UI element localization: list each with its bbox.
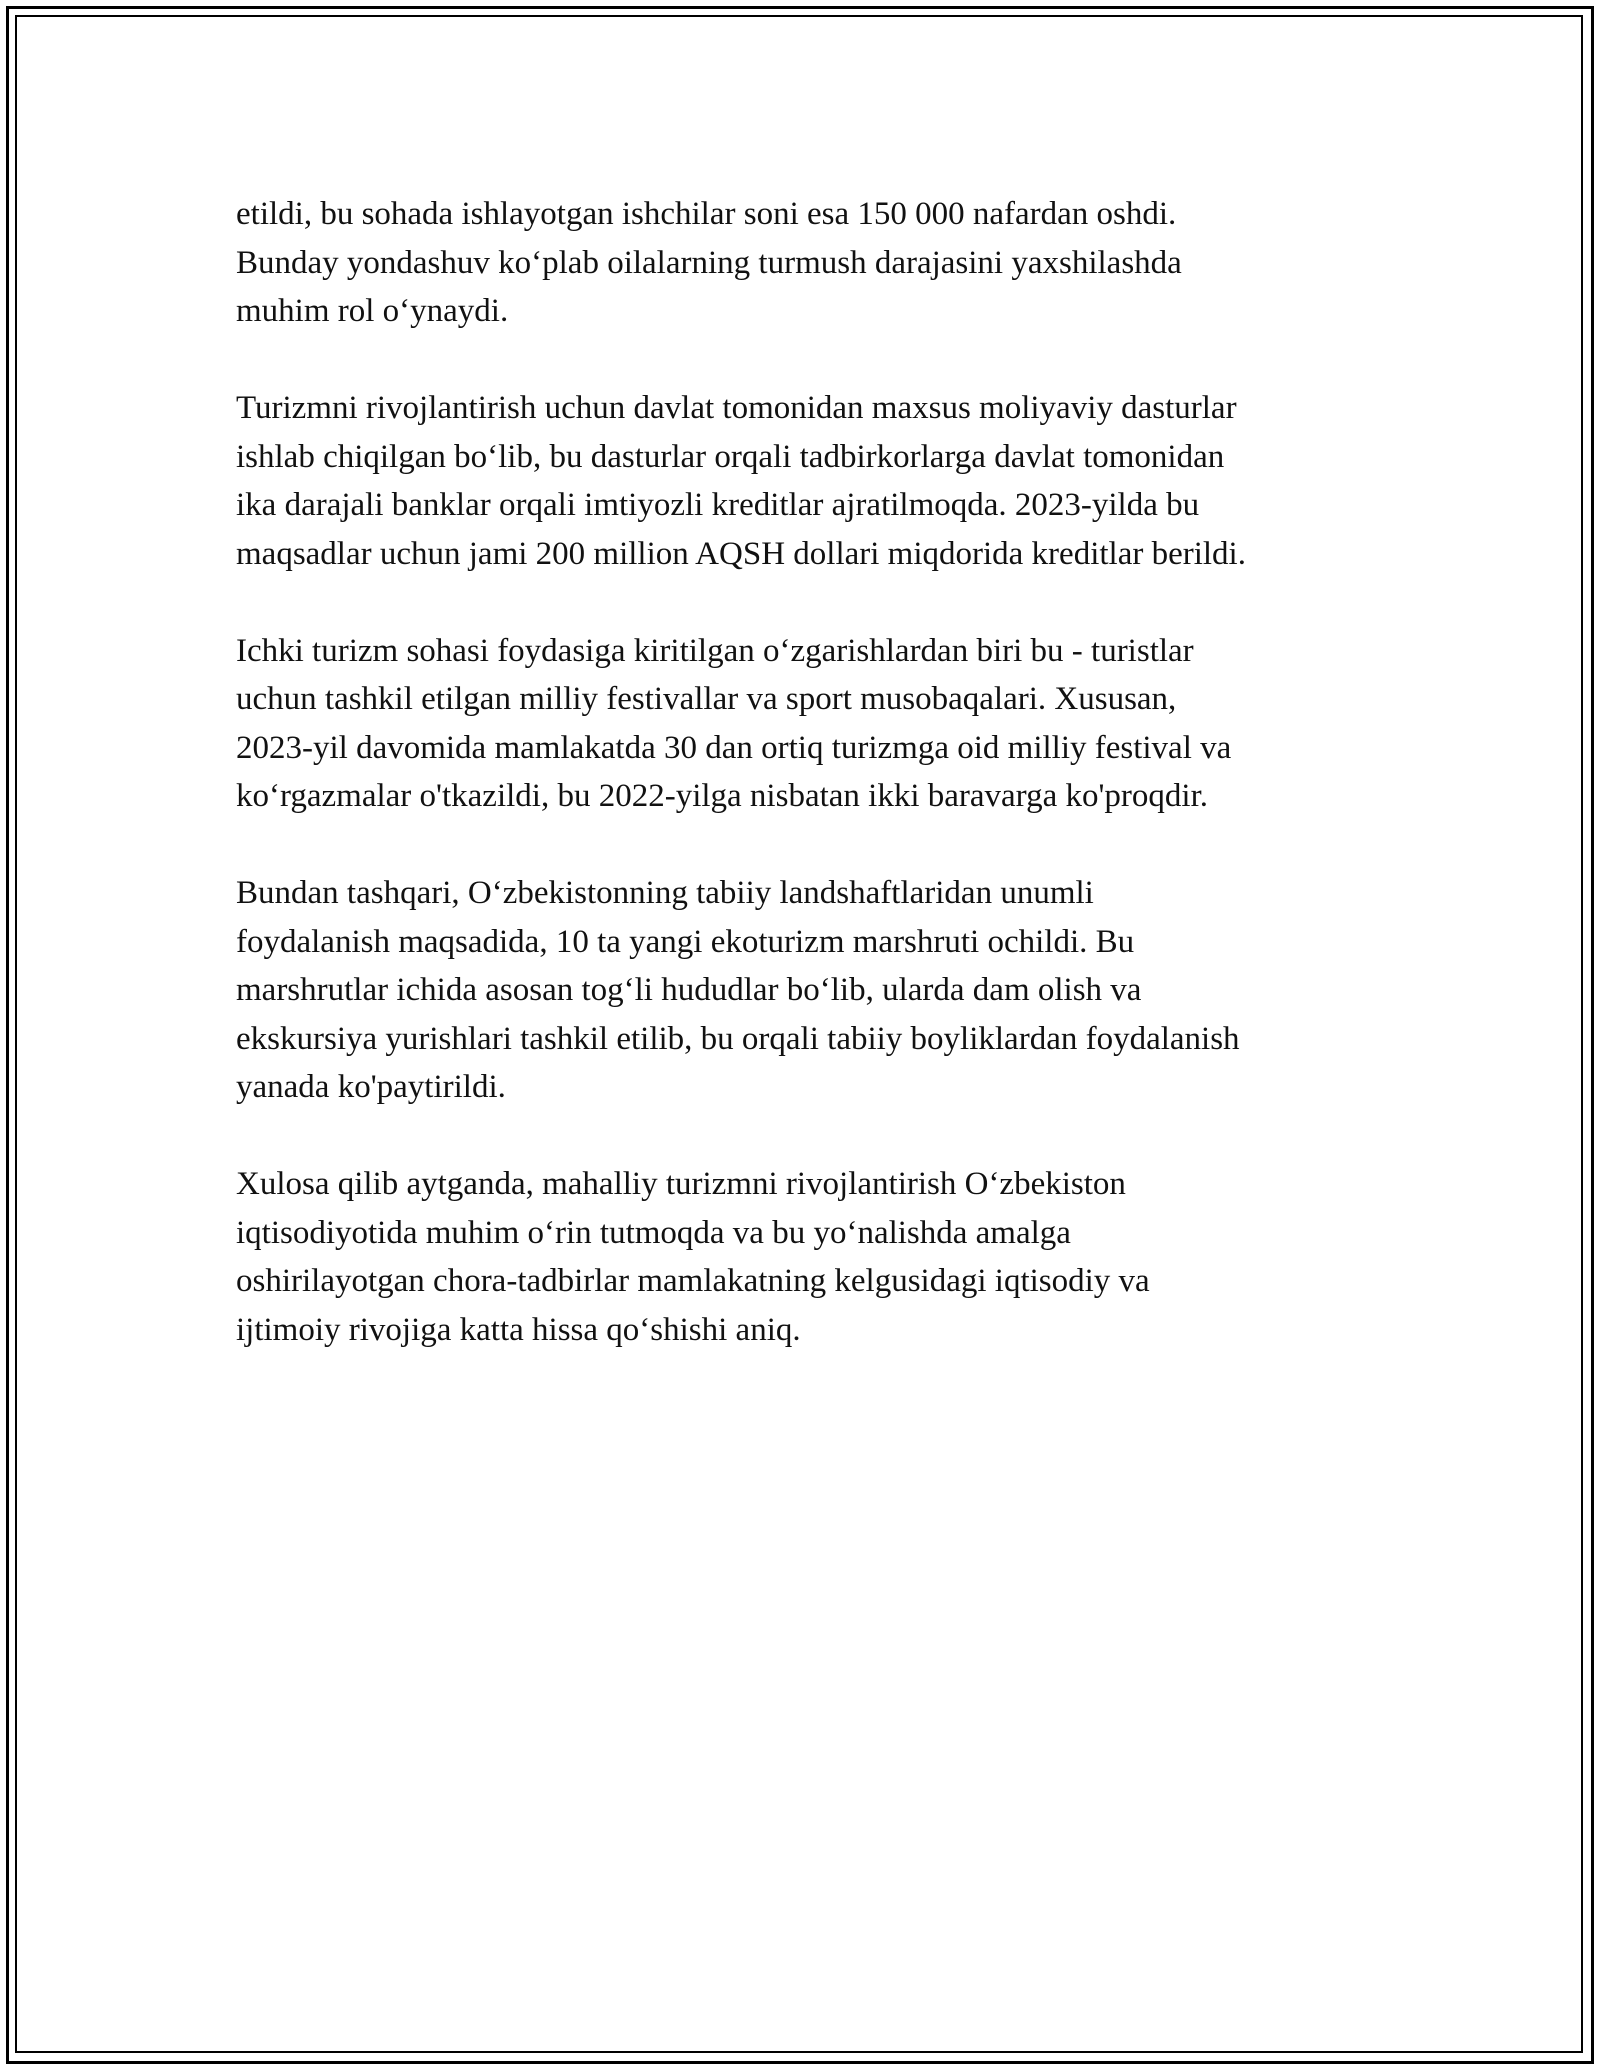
- text-line: muhim rol o‘ynaydi.: [236, 293, 509, 329]
- text-line: yanada ko'paytirildi.: [236, 1069, 506, 1105]
- paragraph-4: [236, 869, 1416, 1112]
- text-line: ishlab chiqilgan bo‘lib, bu dasturlar orqali tadbirkorlarga davlat tomonidan: [236, 438, 1225, 475]
- text-line: ekskursiya yurishlari tashkil etilib, bu orqali tabiiy boyliklardan foydalanish: [236, 1020, 1240, 1057]
- paragraph-2: [236, 384, 1416, 578]
- text-line: 2023-yil davomida mamlakatda 30 dan ortiq turizmga oid milliy festival va: [236, 729, 1232, 766]
- text-line: foydalanish maqsadida, 10 ta yangi ekoturizm marshruti ochildi. Bu: [236, 923, 1135, 960]
- paragraph-3: [236, 627, 1416, 821]
- text-line: Bundan tashqari, O‘zbekistonning tabiiy landshaftlaridan unumli: [236, 875, 1094, 911]
- text-line: iqtisodiyotida muhim o‘rin tutmoqda va bu yo‘nalishda amalga: [236, 1214, 1071, 1251]
- text-line: oshirilayotgan chora-tadbirlar mamlakatning kelgusidagi iqtisodiy va: [236, 1263, 1150, 1299]
- text-line: Bunday yondashuv ko‘plab oilalarning turmush darajasini yaxshilashda: [236, 244, 1182, 281]
- document-body: [236, 190, 1416, 1403]
- text-line: ika darajali banklar orqali imtiyozli kreditlar ajratilmoqda. 2023-yilda bu: [236, 487, 1200, 523]
- text-line: uchun tashkil etilgan milliy festivallar va sport musobaqalari. Xususan,: [236, 681, 1177, 717]
- text-line: etildi, bu sohada ishlayotgan ishchilar soni esa 150 000 nafardan oshdi.: [236, 196, 1177, 232]
- text-line: Ichki turizm sohasi foydasiga kiritilgan o‘zgarishlardan biri bu - turistlar: [236, 632, 1194, 669]
- paragraph-1: [236, 190, 1416, 336]
- text-line: marshrutlar ichida asosan tog‘li hududlar bo‘lib, ularda dam olish va: [236, 972, 1142, 1008]
- text-line: Xulosa qilib aytganda, mahalliy turizmni rivojlantirish O‘zbekiston: [236, 1166, 1126, 1202]
- text-line: ko‘rgazmalar o'tkazildi, bu 2022-yilga nisbatan ikki baravarga ko'proqdir.: [236, 778, 1208, 814]
- text-line: maqsadlar uchun jami 200 million AQSH dollari miqdorida kreditlar berildi.: [236, 535, 1246, 572]
- paragraph-5: [236, 1160, 1416, 1354]
- text-line: ijtimoiy rivojiga katta hissa qo‘shishi aniq.: [236, 1311, 801, 1348]
- text-line: Turizmni rivojlantirish uchun davlat tomonidan maxsus moliyaviy dasturlar: [236, 390, 1237, 426]
